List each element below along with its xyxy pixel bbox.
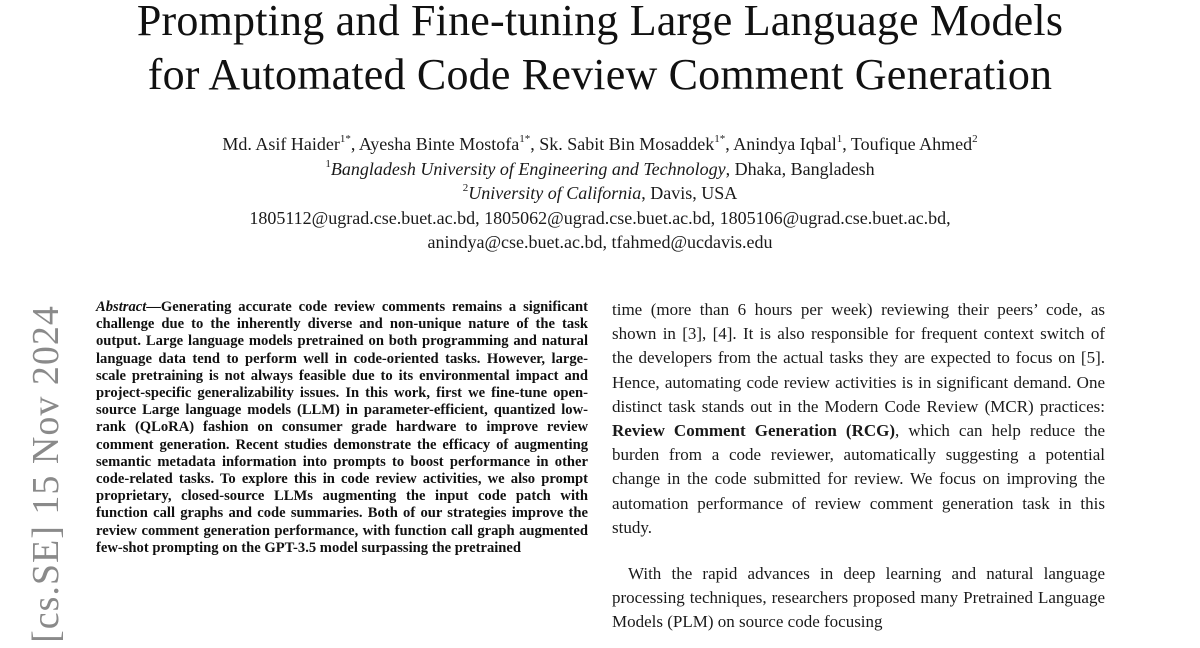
affiliation-institution: Bangladesh University of Engineering and Technology <box>330 159 726 179</box>
intro-paragraph-1-text-b: , which can help reduce the burden from a code reviewer, automatically suggesting a potential change in the code submitted for review. We focus on improving the automation performance of review comment generation task in this study. <box>612 421 1105 537</box>
affiliation-mark: 1 <box>325 158 331 170</box>
author-separator: , <box>842 134 851 154</box>
author-separator: , <box>530 134 540 154</box>
affiliation-location: , Davis, USA <box>641 183 738 203</box>
affiliation-mark: 2 <box>462 182 469 194</box>
paper-title-line-2: for Automated Code Review Comment Generation <box>147 50 1053 99</box>
author-affiliation-mark: 1* <box>519 133 531 145</box>
intro-paragraph-1-text-a: time (more than 6 hours per week) reviewing their peers’ code, as shown in [3], [4]. It is also responsible for frequent context switch of the developers from the actual tasks they are expected to focus on [5]. Hence, automating code review activities is in significant demand. One distinct task stands out in the Modern Code Review (MCR) practices: <box>612 300 1105 416</box>
affiliation-location: , Dhaka, Bangladesh <box>725 159 875 179</box>
author-separator: , <box>350 134 359 154</box>
intro-paragraph-2: With the rapid advances in deep learning and natural language processing techniques, researchers proposed many Pretrained Language Models (PLM) on source code focusing <box>612 564 1105 632</box>
arxiv-stamp-text: [cs.SE] 15 Nov 2024 <box>25 305 67 643</box>
author-name: Toufique Ahmed <box>850 134 973 154</box>
affiliation-2 <box>0 181 1200 205</box>
author-affiliation-mark: 1* <box>339 133 351 145</box>
introduction-column <box>612 298 1105 635</box>
author-affiliation-mark: 2 <box>972 133 978 145</box>
paper-title-line-1: Prompting and Fine-tuning Large Language Models <box>136 0 1064 45</box>
author-affiliation-mark: 1* <box>714 133 726 145</box>
affiliation-institution: University of California <box>468 183 642 203</box>
intro-paragraph-1-bold-term: Review Comment Generation (RCG) <box>612 421 896 441</box>
author-emails-line-2: anindya@cse.buet.ac.bd, tfahmed@ucdavis.edu <box>427 232 773 252</box>
author-name: Anindya Iqbal <box>733 134 837 154</box>
author-name: Ayesha Binte Mostofa <box>358 134 520 154</box>
author-name: Md. Asif Haider <box>222 134 340 154</box>
affiliation-1 <box>0 157 1200 181</box>
author-separator: , <box>725 134 734 154</box>
author-list <box>0 132 1200 156</box>
abstract-label: Abstract <box>96 299 147 315</box>
abstract <box>96 299 588 557</box>
abstract-text: —Generating accurate code review comments remains a significant challenge due to the inherently diverse and non-unique nature of the task output. Large language models pretrained on both programming and natural language data tend to perform well in code-oriented tasks. However, large-scale pretraining is not always feasible due to its environmental impact and project-specific generalizability issues. In this work, first we fine-tune open-source Large language models (LLM) in parameter-efficient, quantized low-rank (QLoRA) fashion on consumer grade hardware to improve review comment generation. Recent studies demonstrate the efficacy of augmenting semantic metadata information into prompts to boost performance in other code-related tasks. To explore this in code review activities, we also prompt proprietary, closed-source LLMs augmenting the input code patch with function call graphs and code summaries. Both of our strategies improve the review comment generation performance, with function call graph augmented few-shot prompting on the GPT-3.5 model surpassing the pretrained <box>96 299 588 556</box>
arxiv-stamp <box>22 300 70 648</box>
author-affiliation-mark: 1 <box>836 133 843 145</box>
author-name: Sk. Sabit Bin Mosaddek <box>539 134 715 154</box>
intro-paragraph-1 <box>612 298 1105 540</box>
author-emails-line-1: 1805112@ugrad.cse.buet.ac.bd, 1805062@ugrad.cse.buet.ac.bd, 1805106@ugrad.cse.buet.ac.bd, <box>249 208 951 228</box>
